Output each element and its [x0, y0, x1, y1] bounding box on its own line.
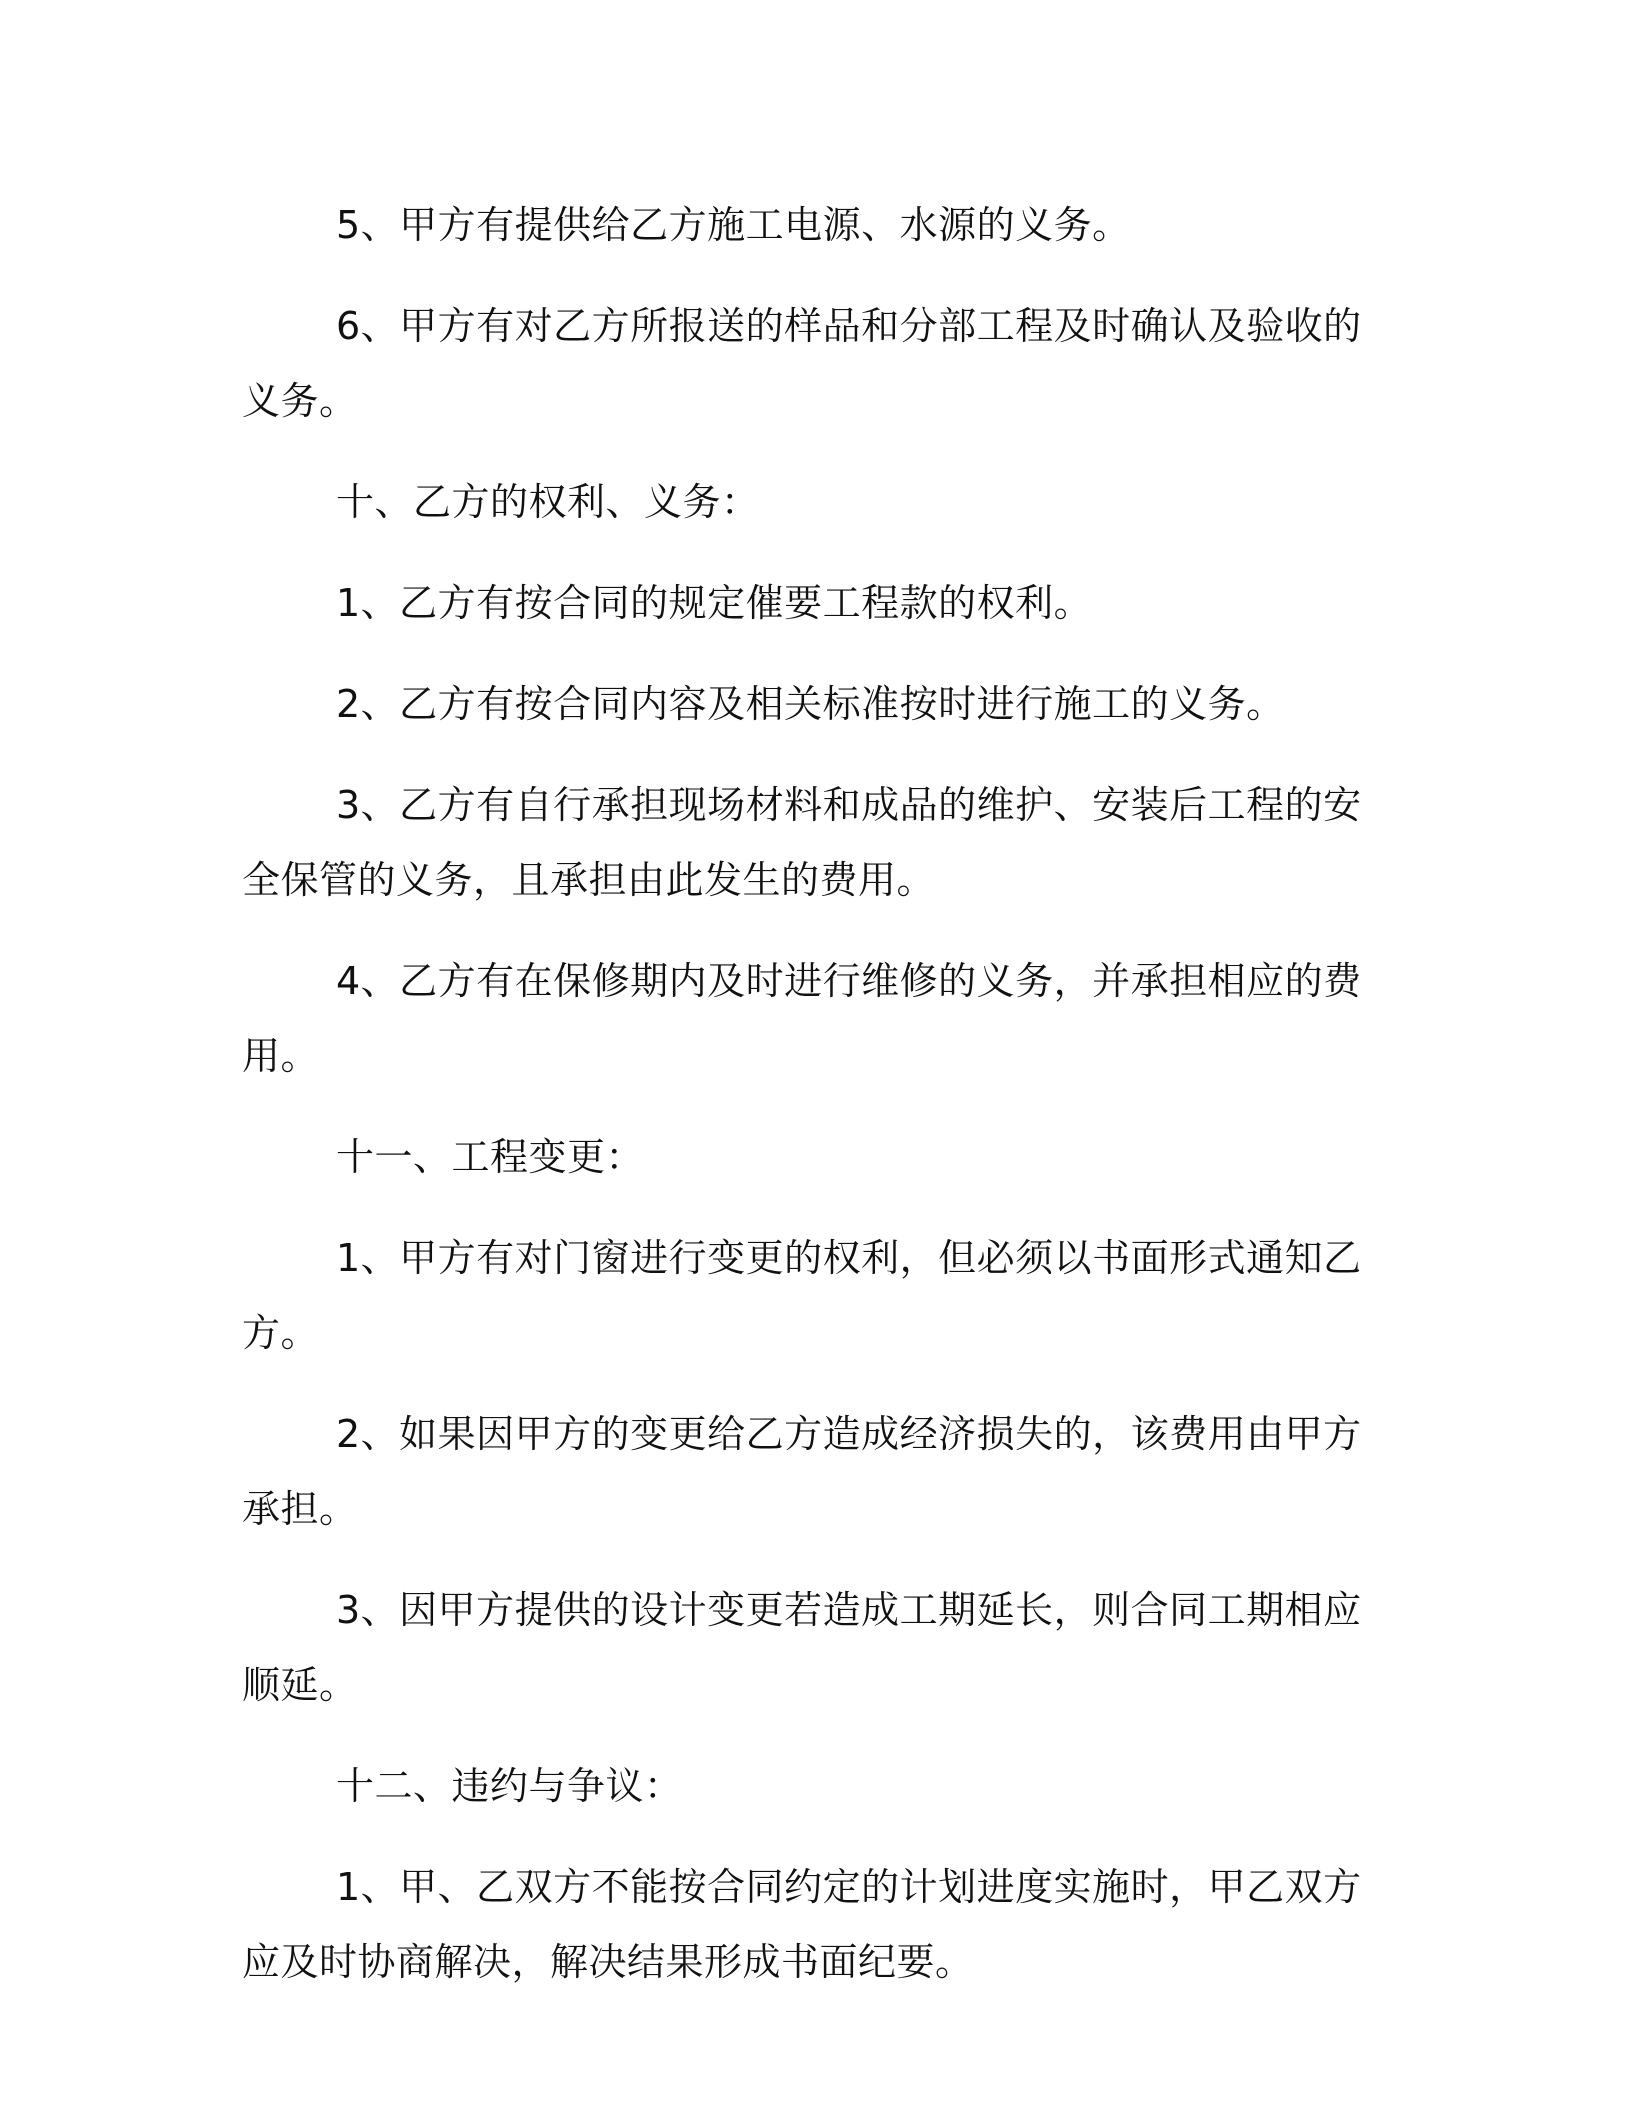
- paragraph-3: 1、乙方有按合同的规定催要工程款的权利。: [336, 581, 1093, 625]
- paragraph-6: 4、乙方有在保修期内及时进行维修的义务，并承担相应的费用。: [242, 959, 1362, 1078]
- paragraph-10: 1、甲、乙双方不能按合同约定的计划进度实施时，甲乙双方应及时协商解决，解决结果形成书面纪要。: [242, 1865, 1362, 1984]
- paragraph-1: 5、甲方有提供给乙方施工电源、水源的义务。: [336, 203, 1131, 247]
- section-heading-11: 十一、工程变更：: [336, 1135, 645, 1179]
- paragraph-7: 1、甲方有对门窗进行变更的权利，但必须以书面形式通知乙方。: [242, 1236, 1362, 1355]
- paragraph-4: 2、乙方有按合同内容及相关标准按时进行施工的义务。: [336, 682, 1285, 726]
- paragraph-9: 3、因甲方提供的设计变更若造成工期延长，则合同工期相应顺延。: [242, 1588, 1362, 1707]
- document-body: [242, 188, 1372, 2026]
- paragraph-5: 3、乙方有自行承担现场材料和成品的维护、安装后工程的安全保管的义务，且承担由此发生的费用。: [242, 783, 1362, 902]
- section-heading-10: 十、乙方的权利、义务：: [336, 480, 760, 524]
- section-heading-12: 十二、违约与争议：: [336, 1764, 683, 1808]
- paragraph-2: 6、甲方有对乙方所报送的样品和分部工程及时确认及验收的义务。: [242, 304, 1362, 423]
- paragraph-8: 2、如果因甲方的变更给乙方造成经济损失的，该费用由甲方承担。: [242, 1412, 1362, 1531]
